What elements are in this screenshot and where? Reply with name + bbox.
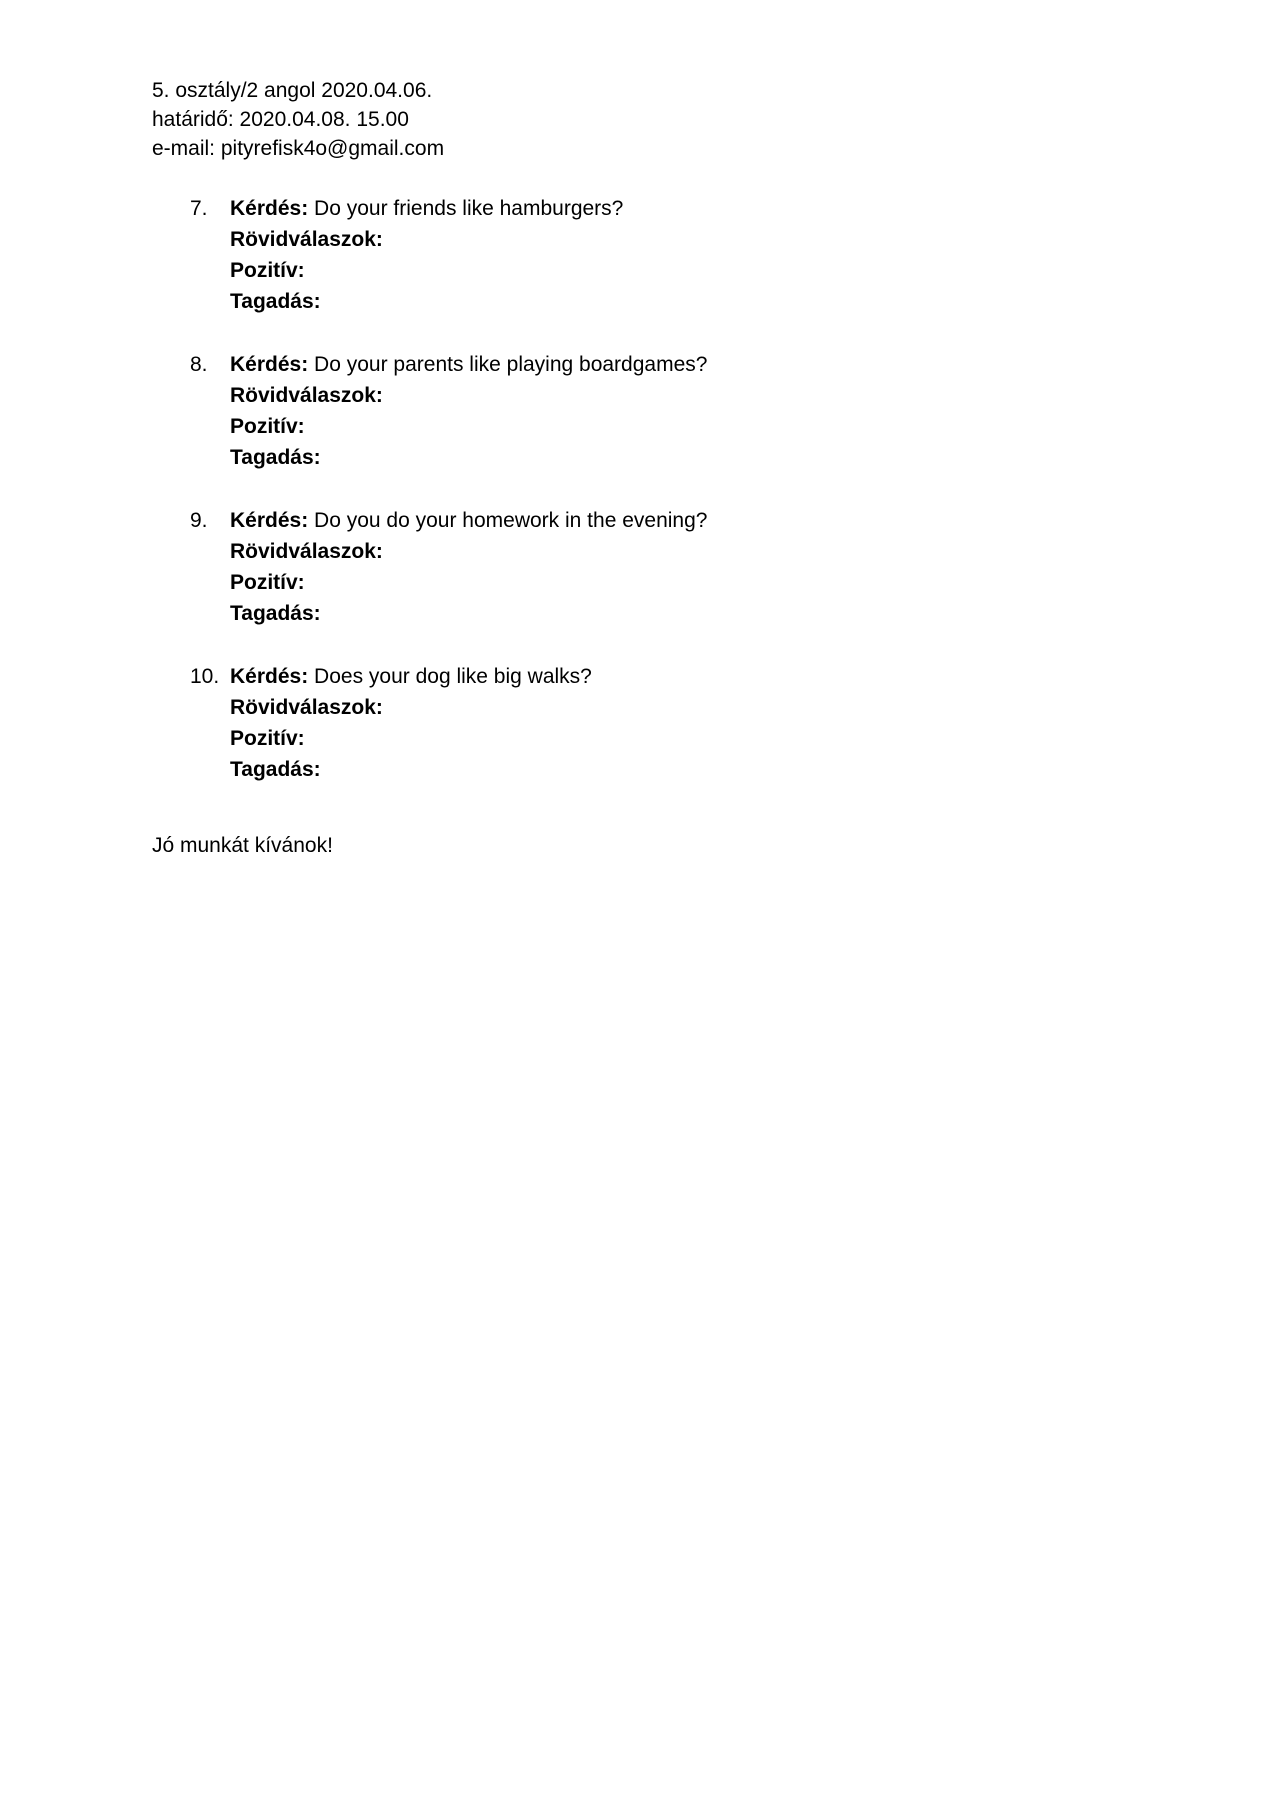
- email-line: e-mail: pityrefisk4o@gmail.com: [152, 137, 445, 160]
- question-item: [152, 661, 1152, 817]
- question-text: Does your dog like big walks?: [314, 665, 592, 688]
- document-header: [152, 76, 444, 163]
- question-body: [230, 661, 592, 785]
- question-item: [152, 505, 1152, 661]
- closing-line: Jó munkát kívánok!: [152, 834, 333, 857]
- short-answers-label: Rövidválaszok:: [230, 540, 383, 563]
- negative-label: Tagadás:: [230, 758, 321, 781]
- question-line: [230, 193, 623, 224]
- question-line: [230, 661, 592, 692]
- negative-label: Tagadás:: [230, 290, 321, 313]
- question-number: 10.: [190, 665, 220, 688]
- question-body: [230, 505, 707, 629]
- question-text: Do your parents like playing boardgames?: [314, 353, 708, 376]
- short-answers-label: Rövidválaszok:: [230, 384, 383, 407]
- question-text: Do you do your homework in the evening?: [314, 509, 708, 532]
- positive-label: Pozitív:: [230, 259, 305, 282]
- negative-label: Tagadás:: [230, 446, 321, 469]
- question-item: [152, 349, 1152, 505]
- short-answers-label: Rövidválaszok:: [230, 696, 383, 719]
- question-text: Do your friends like hamburgers?: [314, 197, 624, 220]
- question-number: 9.: [190, 509, 208, 532]
- class-and-date: 5. osztály/2 angol 2020.04.06.: [152, 79, 433, 102]
- question-list: [152, 193, 1152, 817]
- question-number: 7.: [190, 197, 208, 220]
- question-body: [230, 349, 707, 473]
- deadline: határidő: 2020.04.08. 15.00: [152, 108, 409, 131]
- short-answers-label: Rövidválaszok:: [230, 228, 383, 251]
- question-label: Kérdés:: [230, 509, 309, 532]
- positive-label: Pozitív:: [230, 415, 305, 438]
- question-body: [230, 193, 623, 317]
- question-item: [152, 193, 1152, 349]
- question-label: Kérdés:: [230, 353, 309, 376]
- question-number: 8.: [190, 353, 208, 376]
- positive-label: Pozitív:: [230, 727, 305, 750]
- question-label: Kérdés:: [230, 197, 309, 220]
- question-label: Kérdés:: [230, 665, 309, 688]
- question-line: [230, 505, 707, 536]
- question-line: [230, 349, 707, 380]
- positive-label: Pozitív:: [230, 571, 305, 594]
- negative-label: Tagadás:: [230, 602, 321, 625]
